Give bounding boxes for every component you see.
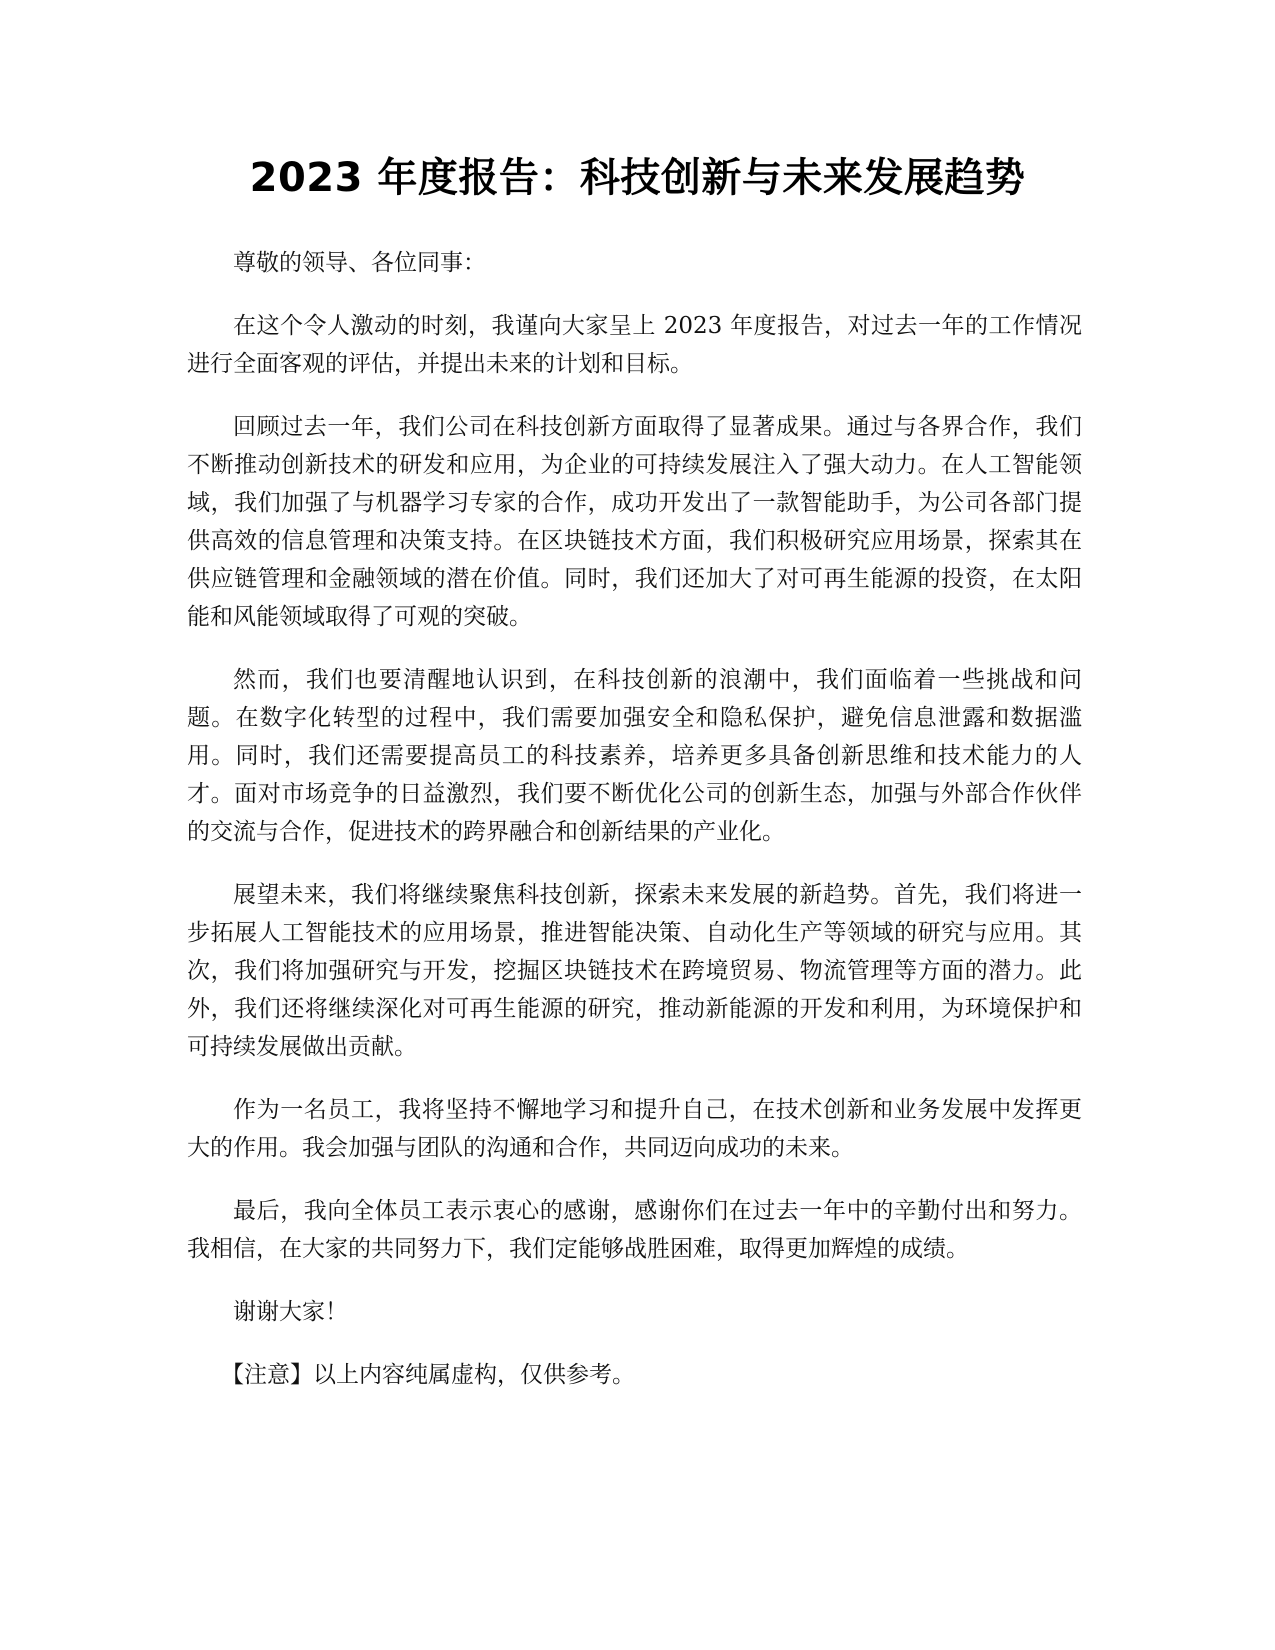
document-title: 2023 年度报告：科技创新与未来发展趋势 (249, 155, 1026, 201)
paragraph-commitment: 作为一名员工，我将坚持不懈地学习和提升自己，在技术创新和业务发展中发挥更大的作用。我会加强与团队的沟通和合作，共同迈向成功的未来。 (187, 1097, 1082, 1161)
paragraph-thanks: 最后，我向全体员工表示衷心的感谢，感谢你们在过去一年中的辛勤付出和努力。我相信，在大家的共同努力下，我们定能够战胜困难，取得更加辉煌的成绩。 (187, 1198, 1082, 1262)
closing: 谢谢大家！ (233, 1299, 348, 1325)
paragraph-outlook: 展望未来，我们将继续聚焦科技创新，探索未来发展的新趋势。首先，我们将进一步拓展人工智能技术的应用场景，推进智能决策、自动化生产等领域的研究与应用。其次，我们将加强研究与开发，挖掘区块链技术在跨境贸易、物流管理等方面的潜力。此外，我们还将继续深化对可再生能源的研究，推动新能源的开发和利用，为环境保护和可持续发展做出贡献。 (187, 882, 1082, 1060)
paragraph-challenges: 然而，我们也要清醒地认识到，在科技创新的浪潮中，我们面临着一些挑战和问题。在数字化转型的过程中，我们需要加强安全和隐私保护，避免信息泄露和数据滥用。同时，我们还需要提高员工的科技素养，培养更多具备创新思维和技术能力的人才。面对市场竞争的日益激烈，我们要不断优化公司的创新生态，加强与外部合作伙伴的交流与合作，促进技术的跨界融合和创新结果的产业化。 (187, 667, 1082, 845)
greeting: 尊敬的领导、各位同事： (233, 250, 486, 276)
document-body (187, 244, 1082, 1394)
disclaimer-note: 【注意】以上内容纯属虚构，仅供参考。 (221, 1362, 635, 1388)
paragraph-review: 回顾过去一年，我们公司在科技创新方面取得了显著成果。通过与各界合作，我们不断推动创新技术的研发和应用，为企业的可持续发展注入了强大动力。在人工智能领域，我们加强了与机器学习专家的合作，成功开发出了一款智能助手，为公司各部门提供高效的信息管理和决策支持。在区块链技术方面，我们积极研究应用场景，探索其在供应链管理和金融领域的潜在价值。同时，我们还加大了对可再生能源的投资，在太阳能和风能领域取得了可观的突破。 (187, 414, 1082, 630)
paragraph-intro: 在这个令人激动的时刻，我谨向大家呈上 2023 年度报告，对过去一年的工作情况进行全面客观的评估，并提出未来的计划和目标。 (187, 313, 1082, 377)
